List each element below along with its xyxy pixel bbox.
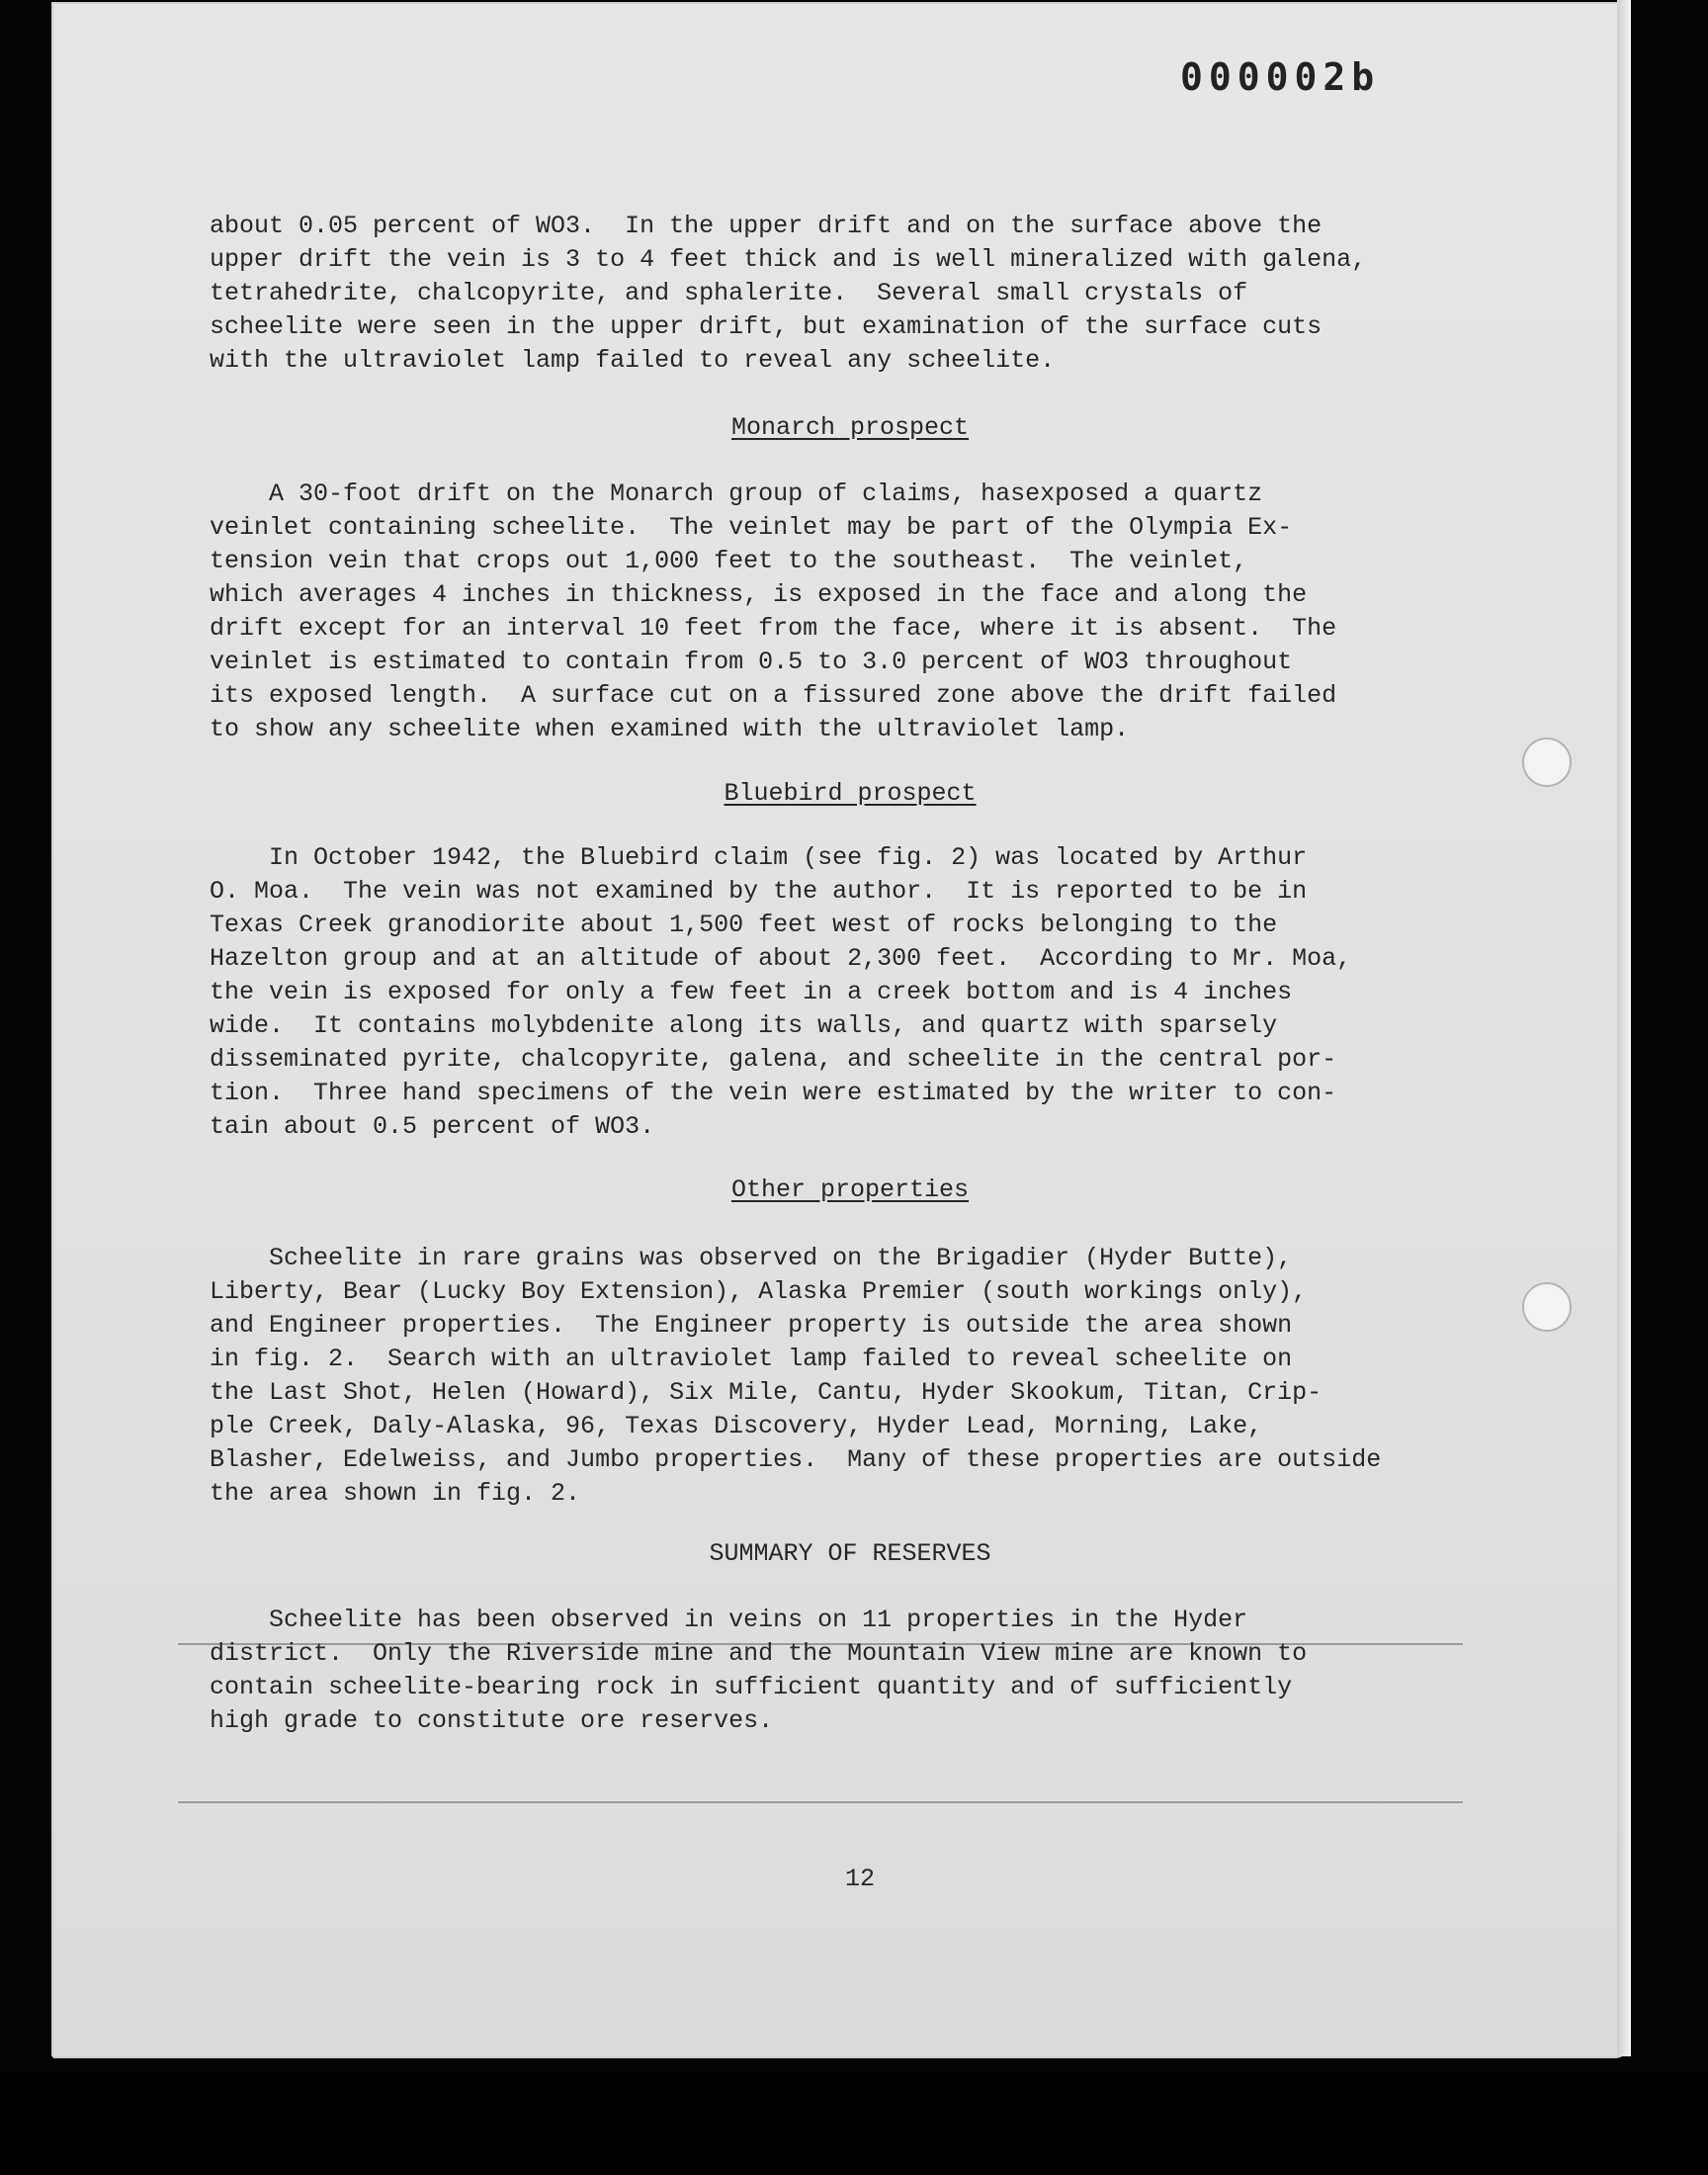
paragraph-monarch: A 30-foot drift on the Monarch group of claims, hasexposed a quartz veinlet containing scheelite. The veinlet may be part of the Olympia Ex- tension vein that crops out 1,000 feet to the southeast. The veinlet, which averages 4 inches in thickness, is exposed in the face and along the drift except for an interval 10 feet from the face, where it is absent. The veinlet is estimated to contain from 0.5 to 3.0 percent of WO3 throughout its exposed length. A surface cut on a fissured zone above the drift failed to show any scheelite when examined with the ultraviolet lamp. [210, 479, 1337, 743]
divider-line [178, 1801, 1463, 1803]
heading-bluebird-prospect [210, 777, 1491, 811]
page-edge [1617, 0, 1631, 2056]
paragraph-other-properties: Scheelite in rare grains was observed on the Brigadier (Hyder Butte), Liberty, Bear (Lucky Boy Extension), Alaska Premier (south workings only), and Engineer properties. The Engineer property is outside the area shown in fig. 2. Search with an ultraviolet lamp failed to reveal scheelite on the Last Shot, Helen (Howard), Six Mile, Cantu, Hyder Skookum, Titan, Crip- ple Creek, Daly-Alaska, 96, Texas Discovery, Hyder Lead, Morning, Lake, Blasher, Edelweiss, and Jumbo properties. Many of these properties are outside the area shown in fig. 2. [210, 1244, 1382, 1508]
heading-monarch-text: Monarch prospect [730, 413, 970, 442]
page-number: 12 [844, 1865, 875, 1893]
paragraph-summary: Scheelite has been observed in veins on 11 properties in the Hyder district. Only the Riverside mine and the Mountain View mine are known to contain scheelite-bearing rock in sufficient quantity and of sufficiently high grade to constitute ore reserves. [210, 1606, 1308, 1735]
heading-other-properties [210, 1174, 1491, 1207]
paragraph-bluebird: In October 1942, the Bluebird claim (see fig. 2) was located by Arthur O. Moa. The vein was not examined by the author. It is reported to be in Texas Creek granodiorite about 1,500 feet west of rocks belonging to the Hazelton group and at an altitude of about 2,300 feet. According to Mr. Moa, the vein is exposed for only a few feet in a creek bottom and is 4 inches wide. It contains molybdenite along its walls, and quartz with sparsely disseminated pyrite, chalcopyrite, galena, and scheelite in the central por- tion. Three hand specimens of the vein were estimated by the writer to con- tain about 0.5 percent of WO3. [210, 843, 1352, 1141]
heading-other-text: Other properties [730, 1175, 970, 1204]
paragraph-intro: about 0.05 percent of WO3. In the upper drift and on the surface above the upper drift the vein is 3 to 4 feet thick and is well mineralized with galena, tetrahedrite, chalcopyrite, and sphalerite. Several small crystals of scheelite were seen in the upper drift, but examination of the surface cuts with the ultraviolet lamp failed to reveal any scheelite. [210, 212, 1367, 375]
heading-summary-of-reserves: SUMMARY OF RESERVES [709, 1539, 991, 1568]
document-number: 000002b [1180, 55, 1381, 99]
scanner-border [0, 2072, 1708, 2175]
heading-bluebird-text: Bluebird prospect [724, 779, 977, 808]
heading-monarch-prospect [210, 411, 1491, 445]
